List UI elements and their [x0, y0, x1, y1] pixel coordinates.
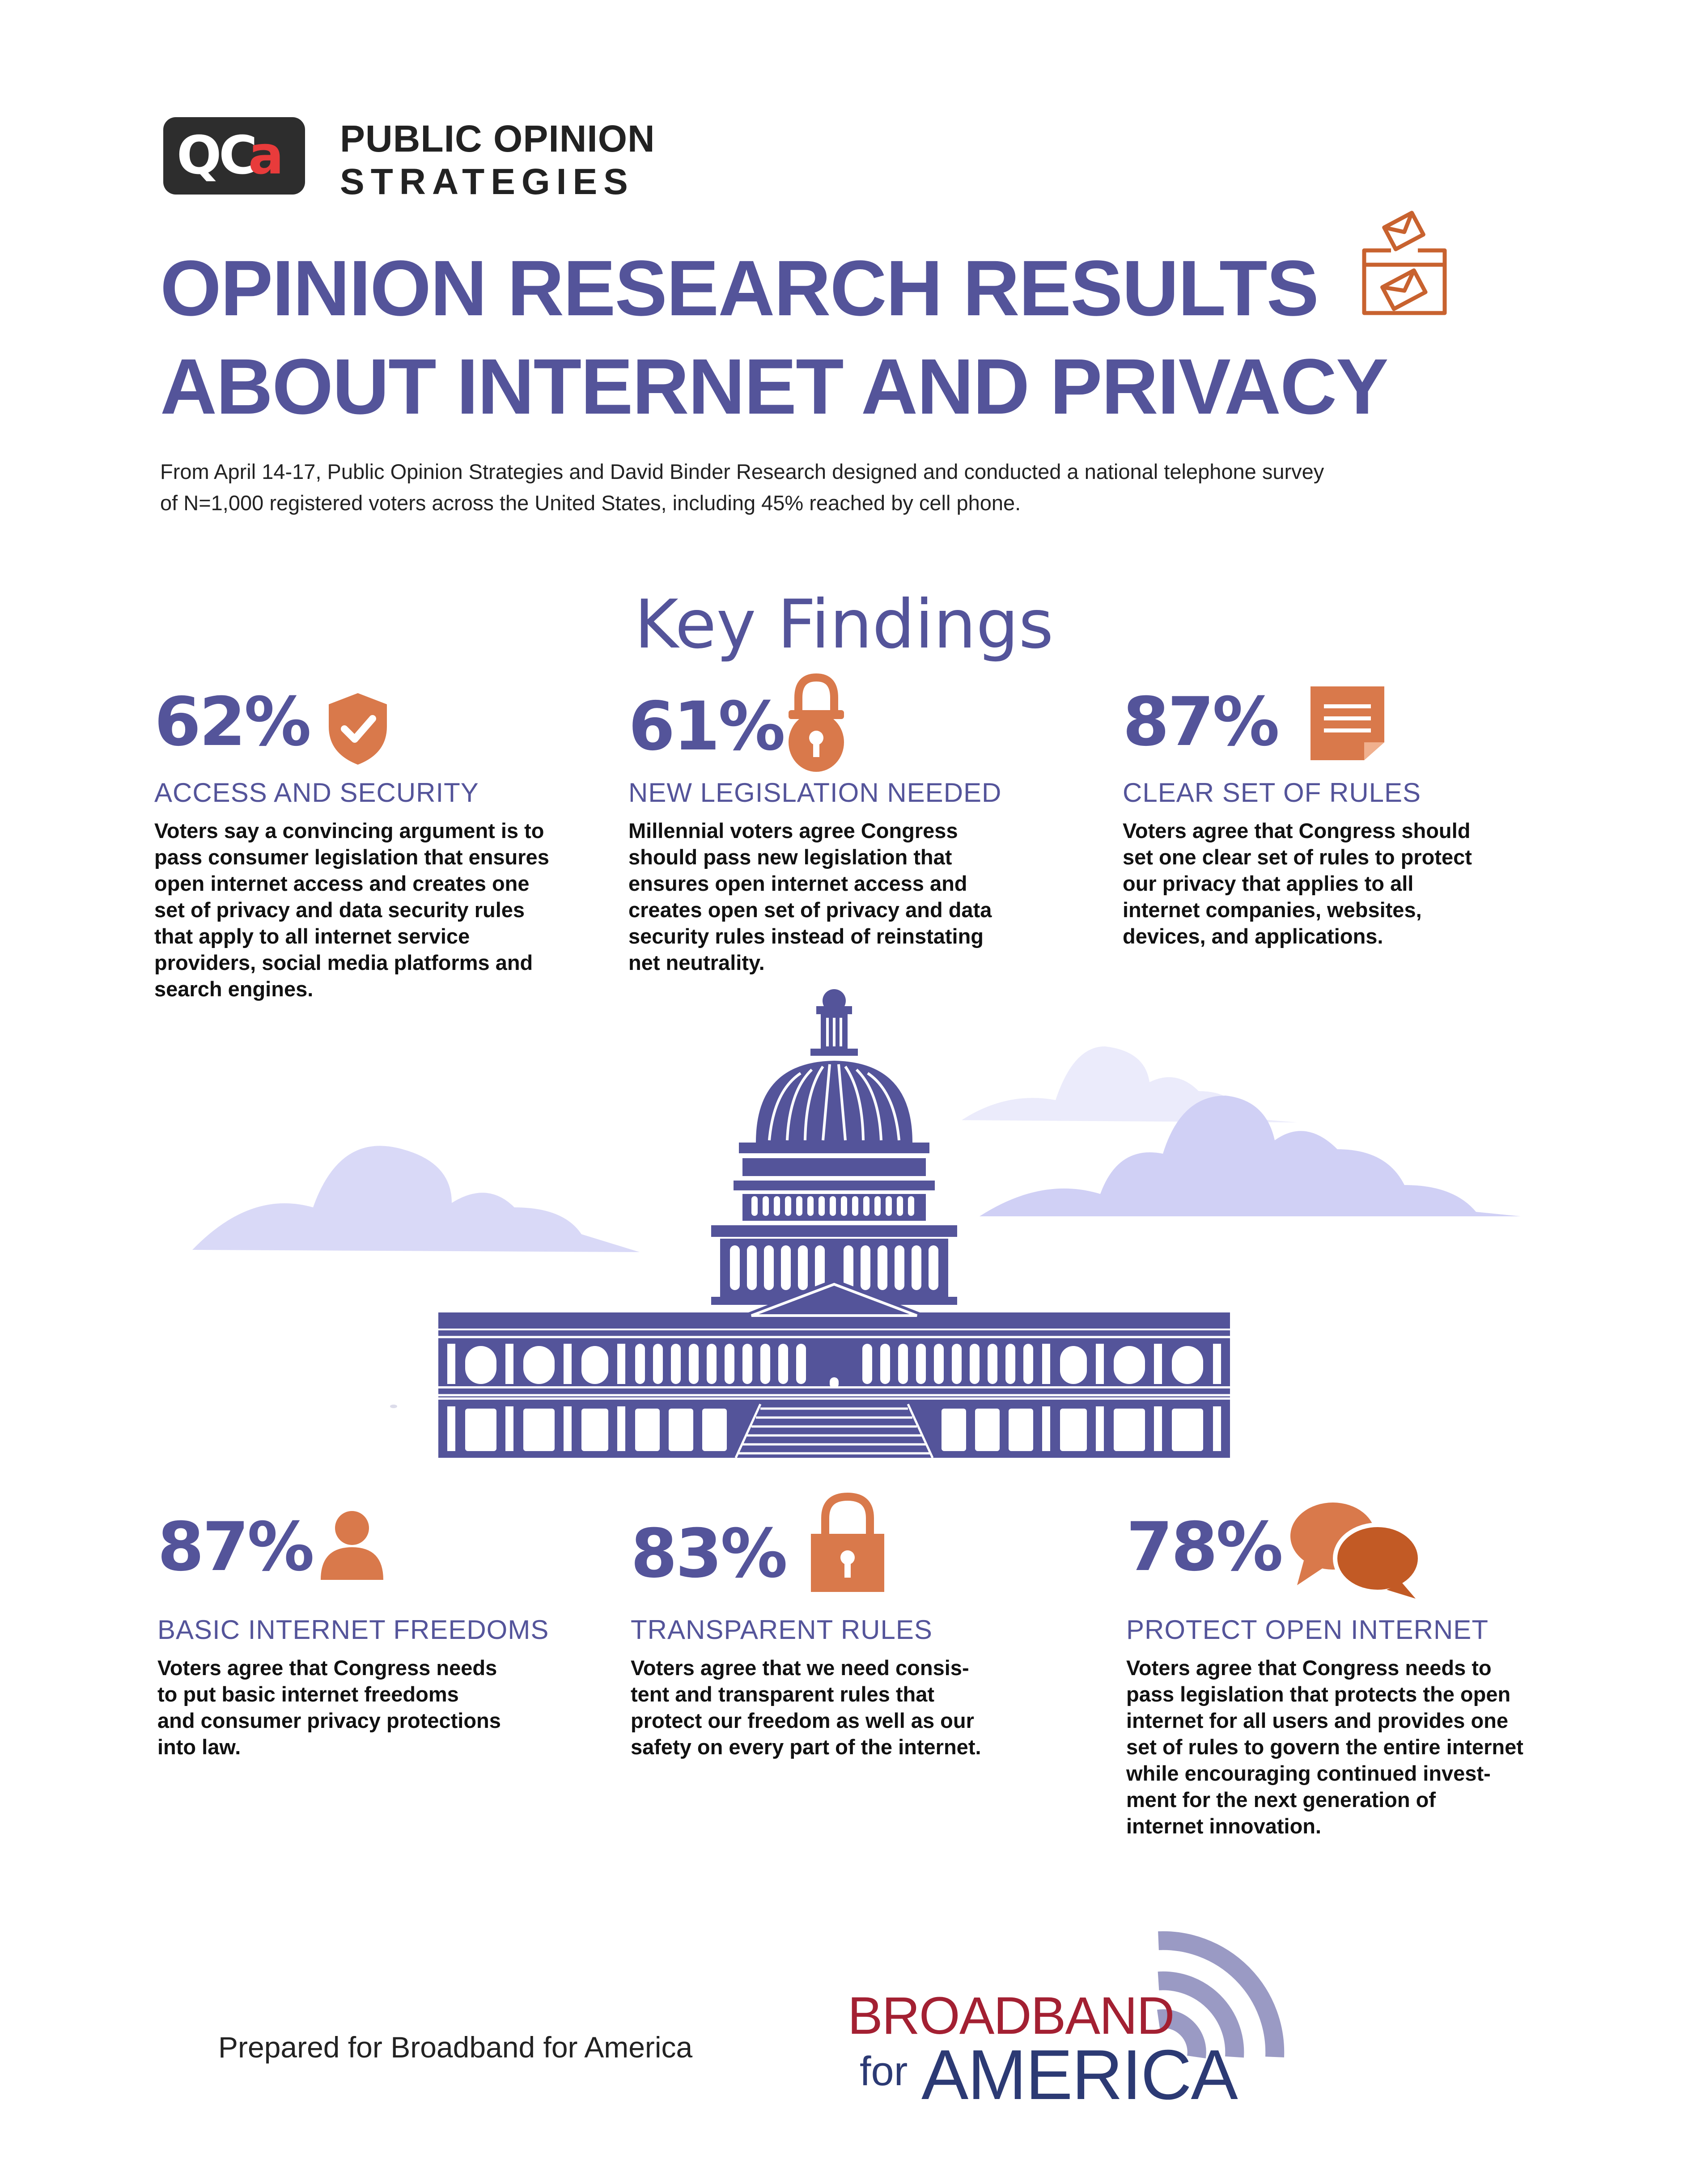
finding-percent: 87%	[157, 1508, 313, 1586]
body-line: ensures open internet access and	[628, 872, 967, 895]
body-line: safety on every part of the internet.	[631, 1735, 981, 1759]
body-line: to put basic internet freedoms	[157, 1682, 459, 1706]
bfa-logo-america: AMERICA	[921, 2036, 1237, 2114]
finding-title: ACCESS AND SECURITY	[154, 778, 479, 808]
body-line: search engines.	[154, 977, 314, 1001]
finding-title: TRANSPARENT RULES	[631, 1615, 933, 1645]
body-line: open internet access and creates one	[154, 872, 530, 895]
shield-check-icon	[324, 691, 391, 767]
body-line: internet innovation.	[1126, 1814, 1322, 1838]
finding-body	[157, 1655, 605, 1760]
cloud-left	[192, 1146, 640, 1252]
body-line: should pass new legislation that	[628, 845, 952, 869]
body-line: security rules instead of reinstating	[628, 924, 984, 948]
padlock-square-icon	[807, 1491, 888, 1594]
finding-percent: 87%	[1123, 683, 1278, 761]
body-line: set of privacy and data security rules	[154, 898, 525, 922]
body-line: internet for all users and provides one	[1126, 1709, 1509, 1732]
speech-bubbles-icon	[1288, 1498, 1422, 1601]
main-title-line1: OPINION RESEARCH RESULTS	[160, 245, 1318, 332]
finding-body	[628, 817, 1053, 976]
finding-percent: 61%	[628, 688, 784, 766]
body-line: that apply to all internet service	[154, 924, 470, 948]
body-line: Voters agree that Congress needs	[157, 1656, 497, 1680]
intro-text	[160, 456, 1502, 519]
finding-title: NEW LEGISLATION NEEDED	[628, 778, 1002, 808]
finding-percent: 78%	[1126, 1508, 1282, 1586]
body-line: protect our freedom as well as our	[631, 1709, 974, 1732]
body-line: internet companies, websites,	[1123, 898, 1422, 922]
ballot-box-icon	[1360, 210, 1449, 317]
body-line: pass consumer legislation that ensures	[154, 845, 549, 869]
finding-percent: 83%	[631, 1515, 786, 1593]
document-icon	[1308, 684, 1387, 762]
org-name-line2: STRATEGIES	[340, 161, 634, 202]
body-line: set of rules to govern the entire internet	[1126, 1735, 1523, 1759]
logo-qc: QC	[177, 124, 255, 186]
body-line: Voters agree that Congress needs to	[1126, 1656, 1492, 1680]
finding-body	[154, 817, 602, 1002]
body-line: Voters agree that Congress should	[1123, 819, 1471, 842]
finding-title: BASIC INTERNET FREEDOMS	[157, 1615, 549, 1645]
bfa-logo-broadband: BROADBAND	[848, 1986, 1174, 2045]
person-icon	[318, 1509, 386, 1581]
main-title-line2: ABOUT INTERNET AND PRIVACY	[160, 343, 1388, 431]
finding-body	[1123, 817, 1548, 949]
key-findings-heading: Key Findings	[634, 586, 1054, 664]
finding-body	[1126, 1655, 1596, 1839]
body-line: Millennial voters agree Congress	[628, 819, 958, 842]
pos-logo	[163, 117, 305, 195]
body-line: tent and transparent rules that	[631, 1682, 934, 1706]
intro-line1: From April 14-17, Public Opinion Strategies and David Binder Research designed and conducted a national telephone survey	[160, 460, 1324, 483]
body-line: creates open set of privacy and data	[628, 898, 992, 922]
finding-title: PROTECT OPEN INTERNET	[1126, 1615, 1489, 1645]
body-line: ment for the next generation of	[1126, 1788, 1436, 1812]
body-line: into law.	[157, 1735, 241, 1759]
body-line: Voters say a convincing argument is to	[154, 819, 544, 842]
body-line: devices, and applications.	[1123, 924, 1383, 948]
body-line: pass legislation that protects the open	[1126, 1682, 1511, 1706]
finding-title: CLEAR SET OF RULES	[1123, 778, 1421, 808]
finding-percent: 62%	[154, 683, 310, 761]
finding-body	[631, 1655, 1056, 1760]
body-line: while encouraging continued invest-	[1126, 1761, 1491, 1785]
bfa-logo-for: for	[860, 2049, 908, 2094]
padlock-round-icon	[785, 671, 848, 774]
body-line: providers, social media platforms and	[154, 951, 533, 974]
logo-a: a	[248, 124, 281, 186]
body-line: set one clear set of rules to protect	[1123, 845, 1472, 869]
prepared-for-text: Prepared for Broadband for America	[218, 2031, 693, 2064]
intro-line2: of N=1,000 registered voters across the United States, including 45% reached by cell phone.	[160, 491, 1021, 515]
body-line: and consumer privacy protections	[157, 1709, 501, 1732]
body-line: Voters agree that we need consis-	[631, 1656, 969, 1680]
body-line: our privacy that applies to all	[1123, 872, 1414, 895]
capitol-illustration	[0, 984, 1688, 1476]
body-line: net neutrality.	[628, 951, 765, 974]
org-name-line1: PUBLIC OPINION	[340, 118, 655, 160]
